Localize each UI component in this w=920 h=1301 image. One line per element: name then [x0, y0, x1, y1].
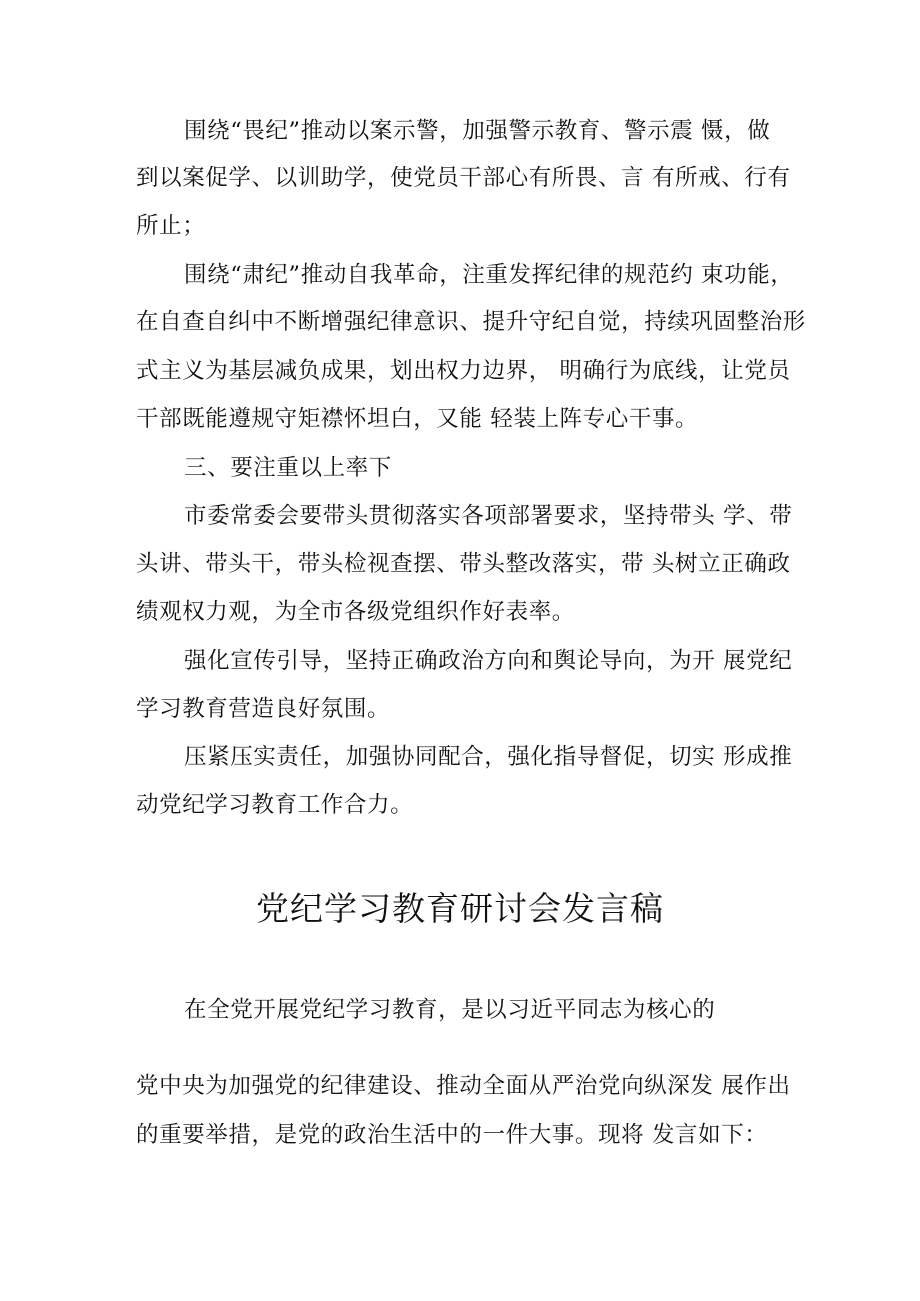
paragraph-line: 压紧压实责任，加强协同配合，强化指导督促，切实 形成推 [184, 744, 793, 770]
paragraph-line: 围绕“畏纪”推动以案示警，加强警示教育、警示震 慑，做 [184, 118, 771, 144]
paragraph-line: 市委常委会要带头贯彻落实各项部署要求，坚持带头 学、带 [184, 503, 793, 529]
paragraph-line: 学习教育营造良好氛围。 [136, 696, 391, 722]
paragraph-line: 在自查自纠中不断增强纪律意识、提升守纪自觉，持续巩固整治形 [136, 309, 806, 335]
paragraph-line: 围绕“肃纪”推动自我革命，注重发挥纪律的规范约 束功能， [184, 262, 794, 288]
section-heading: 三、要注重以上率下 [184, 455, 392, 481]
paragraph-line: 动党纪学习教育工作合力。 [136, 792, 414, 818]
paragraph-line: 式主义为基层减负成果，划出权力边界， 明确行为底线，让党员 [136, 358, 791, 384]
paragraph-line: 头讲、带头干，带头检视查摆、带头整改落实，带 头树立正确政 [136, 551, 791, 577]
paragraph-line: 所止； [136, 213, 206, 239]
paragraph-line: 到以案促学、以训助学，使党员干部心有所畏、言 有所戒、行有 [136, 165, 791, 191]
paragraph-line: 在全党开展党纪学习教育，是以习近平同志为核心的 [184, 997, 716, 1023]
paragraph-line: 强化宣传引导，坚持正确政治方向和舆论导向，为开 展党纪 [184, 648, 793, 674]
document-title: 党纪学习教育研讨会发言稿 [256, 889, 664, 928]
paragraph-line: 党中央为加强党的纪律建设、推动全面从严治党向纵深发 展作出 [136, 1073, 791, 1099]
paragraph-line: 的重要举措，是党的政治生活中的一件大事。现将 发言如下： [136, 1122, 768, 1148]
paragraph-line: 绩观权力观，为全市各级党组织作好表率。 [136, 599, 575, 625]
paragraph-line: 干部既能遵规守矩襟怀坦白，又能 轻装上阵专心干事。 [136, 406, 699, 432]
